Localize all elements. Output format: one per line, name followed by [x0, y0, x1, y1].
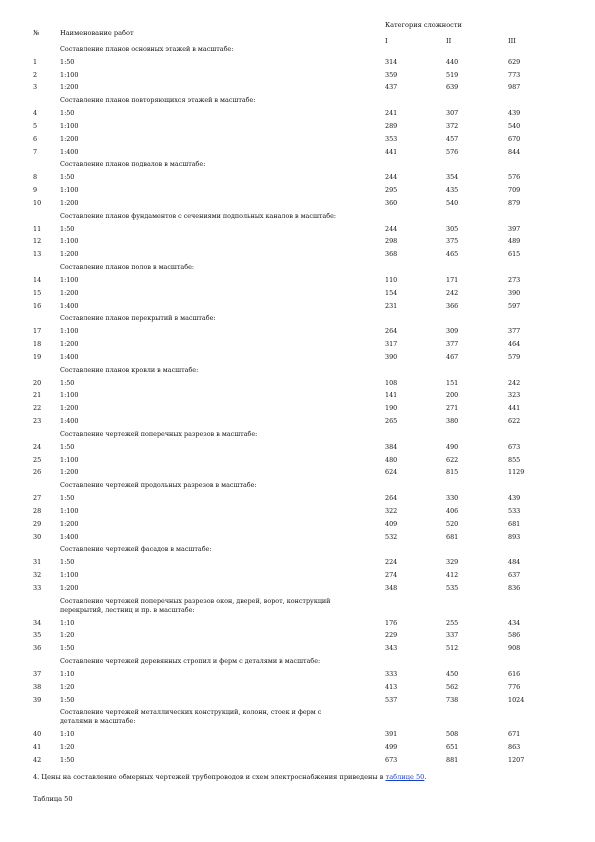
price-category-1: 499 — [385, 742, 398, 751]
header-category-2: II — [446, 37, 452, 45]
row-number: 29 — [33, 519, 42, 528]
price-category-2: 651 — [446, 742, 459, 751]
price-category-3: 673 — [508, 442, 521, 451]
row-number: 40 — [33, 730, 42, 739]
price-category-3: 622 — [508, 417, 521, 426]
price-category-1: 480 — [385, 455, 398, 464]
price-category-2: 372 — [446, 121, 459, 130]
row-number: 24 — [33, 442, 42, 451]
price-category-3: 597 — [508, 301, 521, 310]
price-category-1: 244 — [385, 173, 398, 182]
row-number: 10 — [33, 198, 42, 207]
price-category-3: 893 — [508, 532, 521, 541]
price-category-3: 681 — [508, 519, 521, 528]
row-number: 14 — [33, 275, 42, 284]
price-category-1: 384 — [385, 442, 398, 451]
row-number: 41 — [33, 742, 42, 751]
price-category-3: 390 — [508, 288, 521, 297]
price-category-2: 881 — [446, 755, 459, 764]
price-category-3: 489 — [508, 237, 521, 246]
row-number: 30 — [33, 532, 42, 541]
row-number: 18 — [33, 340, 42, 349]
price-category-1: 322 — [385, 506, 398, 515]
row-scale: 1:200 — [60, 404, 79, 413]
price-category-2: 738 — [446, 695, 459, 704]
price-category-1: 437 — [385, 83, 398, 92]
row-scale: 1:200 — [60, 250, 79, 259]
price-category-3: 439 — [508, 494, 521, 503]
price-category-2: 271 — [446, 404, 459, 413]
section-heading: Составление планов основных этажей в масштабе: — [60, 45, 234, 53]
section-heading-continued: деталями в масштабе: — [60, 717, 136, 726]
price-category-2: 255 — [446, 618, 459, 627]
price-category-2: 330 — [446, 494, 459, 503]
price-category-1: 532 — [385, 532, 398, 541]
price-category-3: 579 — [508, 352, 521, 361]
row-scale: 1:100 — [60, 70, 79, 79]
section-heading: Составление чертежей поперечных разрезов окон, дверей, ворот, конструкций — [60, 596, 331, 605]
price-category-3: 637 — [508, 571, 521, 580]
section-heading: Составление планов фундаментов с сечениями подпольных каналов в масштабе: — [60, 211, 337, 220]
price-category-1: 274 — [385, 571, 398, 580]
price-category-3: 434 — [508, 618, 521, 627]
section-heading: Составление планов повторяющихся этажей в масштабе: — [60, 96, 256, 105]
row-scale: 1:400 — [60, 352, 79, 361]
row-number: 34 — [33, 618, 42, 627]
price-category-1: 108 — [385, 378, 398, 387]
price-category-1: 343 — [385, 644, 398, 653]
price-category-2: 512 — [446, 644, 459, 653]
row-number: 13 — [33, 250, 42, 259]
price-category-3: 1024 — [508, 695, 525, 704]
row-number: 39 — [33, 695, 42, 704]
table-50-link[interactable]: таблице 50 — [385, 773, 425, 781]
price-category-3: 323 — [508, 391, 521, 400]
row-scale: 1:100 — [60, 391, 79, 400]
price-category-3: 844 — [508, 147, 521, 156]
row-scale: 1:50 — [60, 695, 75, 704]
header-work-name: Наименование работ — [60, 29, 134, 37]
row-number: 27 — [33, 494, 42, 503]
row-scale: 1:100 — [60, 237, 79, 246]
row-number: 23 — [33, 417, 42, 426]
section-heading: Составление планов полов в масштабе: — [60, 263, 195, 272]
price-category-2: 242 — [446, 288, 459, 297]
price-category-1: 231 — [385, 301, 398, 310]
row-number: 38 — [33, 682, 42, 691]
price-category-1: 391 — [385, 730, 398, 739]
row-scale: 1:100 — [60, 327, 79, 336]
price-category-3: 441 — [508, 404, 521, 413]
row-scale: 1:10 — [60, 730, 75, 739]
section-heading: Составление планов перекрытий в масштабе: — [60, 314, 216, 323]
price-category-1: 141 — [385, 391, 398, 400]
price-category-1: 409 — [385, 519, 398, 528]
row-number: 28 — [33, 506, 42, 515]
price-category-1: 264 — [385, 327, 398, 336]
row-scale: 1:400 — [60, 147, 79, 156]
price-category-3: 987 — [508, 83, 521, 92]
row-number: 12 — [33, 237, 42, 246]
row-number: 17 — [33, 327, 42, 336]
row-number: 21 — [33, 391, 42, 400]
price-category-1: 264 — [385, 494, 398, 503]
price-category-3: 273 — [508, 275, 521, 284]
table-caption: Таблица 50 — [33, 795, 73, 803]
row-number: 16 — [33, 301, 42, 310]
price-category-2: 354 — [446, 173, 459, 182]
price-category-1: 333 — [385, 669, 398, 678]
row-scale: 1:50 — [60, 644, 75, 653]
row-number: 4 — [33, 109, 38, 118]
row-scale: 1:20 — [60, 742, 75, 751]
price-category-2: 508 — [446, 730, 459, 739]
row-scale: 1:20 — [60, 682, 75, 691]
price-category-1: 360 — [385, 198, 398, 207]
row-scale: 1:200 — [60, 583, 79, 592]
section-heading: Составление чертежей деревянных стропил и ферм с деталями в масштабе: — [60, 657, 321, 665]
row-scale: 1:50 — [60, 224, 75, 233]
section-heading-continued: перекрытий, лестниц и пр. в масштабе: — [60, 605, 195, 614]
price-category-3: 540 — [508, 121, 521, 130]
row-scale: 1:200 — [60, 288, 79, 297]
price-category-2: 450 — [446, 669, 459, 678]
footnote — [33, 774, 426, 781]
price-category-2: 622 — [446, 455, 459, 464]
price-category-3: 484 — [508, 558, 521, 567]
price-category-1: 348 — [385, 583, 398, 592]
price-category-2: 576 — [446, 147, 459, 156]
price-category-3: 863 — [508, 742, 521, 751]
row-scale: 1:200 — [60, 468, 79, 477]
price-category-2: 540 — [446, 198, 459, 207]
row-scale: 1:10 — [60, 669, 75, 678]
price-category-1: 229 — [385, 631, 398, 640]
price-category-2: 639 — [446, 83, 459, 92]
price-category-3: 670 — [508, 134, 521, 143]
row-scale: 1:50 — [60, 109, 75, 118]
price-category-2: 329 — [446, 558, 459, 567]
row-number: 5 — [33, 121, 38, 130]
price-category-2: 200 — [446, 391, 459, 400]
row-number: 8 — [33, 173, 38, 182]
footnote-end: . — [424, 773, 427, 781]
price-category-2: 366 — [446, 301, 459, 310]
row-number: 31 — [33, 558, 42, 567]
price-category-2: 435 — [446, 186, 459, 195]
row-scale: 1:50 — [60, 558, 75, 567]
price-category-3: 1129 — [508, 468, 525, 477]
row-scale: 1:400 — [60, 532, 79, 541]
price-category-1: 359 — [385, 70, 398, 79]
price-category-2: 377 — [446, 340, 459, 349]
section-heading: Составление чертежей продольных разрезов в масштабе: — [60, 481, 257, 490]
row-number: 36 — [33, 644, 42, 653]
row-scale: 1:50 — [60, 755, 75, 764]
price-category-3: 629 — [508, 57, 521, 66]
section-heading: Составление чертежей металлических конструкций, колонн, стоек и ферм с — [60, 708, 322, 717]
price-category-3: 576 — [508, 173, 521, 182]
row-scale: 1:50 — [60, 442, 75, 451]
price-category-3: 908 — [508, 644, 521, 653]
price-category-1: 110 — [385, 275, 398, 284]
price-category-2: 457 — [446, 134, 459, 143]
row-number: 26 — [33, 468, 42, 477]
price-category-1: 190 — [385, 404, 398, 413]
price-category-3: 1207 — [508, 755, 525, 764]
row-scale: 1:200 — [60, 340, 79, 349]
price-category-2: 520 — [446, 519, 459, 528]
price-category-2: 490 — [446, 442, 459, 451]
price-category-3: 242 — [508, 378, 521, 387]
price-category-2: 406 — [446, 506, 459, 515]
price-category-1: 176 — [385, 618, 398, 627]
price-category-1: 244 — [385, 224, 398, 233]
price-category-2: 465 — [446, 250, 459, 259]
price-category-3: 879 — [508, 198, 521, 207]
row-scale: 1:200 — [60, 83, 79, 92]
row-number: 25 — [33, 455, 42, 464]
price-category-2: 535 — [446, 583, 459, 592]
row-number: 7 — [33, 147, 38, 156]
row-number: 22 — [33, 404, 42, 413]
row-scale: 1:100 — [60, 571, 79, 580]
price-category-1: 314 — [385, 57, 398, 66]
row-number: 9 — [33, 186, 38, 195]
price-category-3: 855 — [508, 455, 521, 464]
price-category-1: 390 — [385, 352, 398, 361]
price-category-2: 375 — [446, 237, 459, 246]
row-scale: 1:100 — [60, 275, 79, 284]
price-category-1: 353 — [385, 134, 398, 143]
row-number: 20 — [33, 378, 42, 387]
price-category-1: 413 — [385, 682, 398, 691]
footnote-text: 4. Цены на составление обмерных чертежей трубопроводов и схем электроснабжения приведены в — [33, 773, 386, 781]
price-category-1: 317 — [385, 340, 398, 349]
price-category-1: 241 — [385, 109, 398, 118]
price-category-1: 368 — [385, 250, 398, 259]
price-category-1: 624 — [385, 468, 398, 477]
row-scale: 1:50 — [60, 378, 75, 387]
price-category-2: 171 — [446, 275, 459, 284]
row-number: 42 — [33, 755, 42, 764]
price-category-3: 586 — [508, 631, 521, 640]
row-number: 1 — [33, 57, 38, 66]
price-category-2: 412 — [446, 571, 459, 580]
row-number: 11 — [33, 224, 42, 233]
row-number: 32 — [33, 571, 42, 580]
header-number: № — [33, 29, 40, 37]
section-heading: Составление планов кровли в масштабе: — [60, 365, 199, 374]
row-scale: 1:400 — [60, 417, 79, 426]
price-category-1: 154 — [385, 288, 398, 297]
row-scale: 1:400 — [60, 301, 79, 310]
row-scale: 1:100 — [60, 121, 79, 130]
price-category-1: 289 — [385, 121, 398, 130]
row-scale: 1:50 — [60, 173, 75, 182]
price-category-2: 562 — [446, 682, 459, 691]
price-category-1: 441 — [385, 147, 398, 156]
price-category-2: 337 — [446, 631, 459, 640]
price-category-3: 439 — [508, 109, 521, 118]
price-category-2: 309 — [446, 327, 459, 336]
row-scale: 1:200 — [60, 198, 79, 207]
price-category-2: 467 — [446, 352, 459, 361]
section-heading: Составление чертежей поперечных разрезов в масштабе: — [60, 429, 258, 438]
price-category-3: 616 — [508, 669, 521, 678]
header-category-1: I — [385, 37, 388, 45]
header-category-3: III — [508, 37, 516, 45]
price-category-2: 815 — [446, 468, 459, 477]
price-category-3: 615 — [508, 250, 521, 259]
row-scale: 1:50 — [60, 57, 75, 66]
price-category-3: 776 — [508, 682, 521, 691]
price-category-3: 773 — [508, 70, 521, 79]
price-category-2: 151 — [446, 378, 459, 387]
price-category-2: 440 — [446, 57, 459, 66]
row-number: 6 — [33, 134, 38, 143]
row-number: 33 — [33, 583, 42, 592]
price-category-1: 265 — [385, 417, 398, 426]
row-scale: 1:100 — [60, 186, 79, 195]
price-category-3: 397 — [508, 224, 521, 233]
section-heading: Составление чертежей фасадов в масштабе: — [60, 545, 212, 554]
price-category-3: 836 — [508, 583, 521, 592]
section-heading: Составление планов подвалов в масштабе: — [60, 160, 206, 169]
row-number: 15 — [33, 288, 42, 297]
price-category-2: 305 — [446, 224, 459, 233]
price-category-3: 464 — [508, 340, 521, 349]
price-category-2: 380 — [446, 417, 459, 426]
price-category-3: 709 — [508, 186, 521, 195]
price-category-2: 519 — [446, 70, 459, 79]
row-scale: 1:10 — [60, 618, 75, 627]
row-number: 35 — [33, 631, 42, 640]
price-category-3: 671 — [508, 730, 521, 739]
price-category-1: 224 — [385, 558, 398, 567]
price-category-3: 377 — [508, 327, 521, 336]
row-scale: 1:50 — [60, 494, 75, 503]
row-scale: 1:100 — [60, 506, 79, 515]
price-category-1: 295 — [385, 186, 398, 195]
price-category-2: 681 — [446, 532, 459, 541]
row-number: 2 — [33, 70, 38, 79]
price-category-1: 537 — [385, 695, 398, 704]
row-scale: 1:200 — [60, 134, 79, 143]
price-category-3: 533 — [508, 506, 521, 515]
row-number: 3 — [33, 83, 38, 92]
row-number: 19 — [33, 352, 42, 361]
row-scale: 1:20 — [60, 631, 75, 640]
price-category-1: 298 — [385, 237, 398, 246]
price-category-2: 307 — [446, 109, 459, 118]
row-scale: 1:100 — [60, 455, 79, 464]
price-category-1: 673 — [385, 755, 398, 764]
row-number: 37 — [33, 669, 42, 678]
header-complexity-category: Категория сложности — [385, 21, 462, 29]
row-scale: 1:200 — [60, 519, 79, 528]
